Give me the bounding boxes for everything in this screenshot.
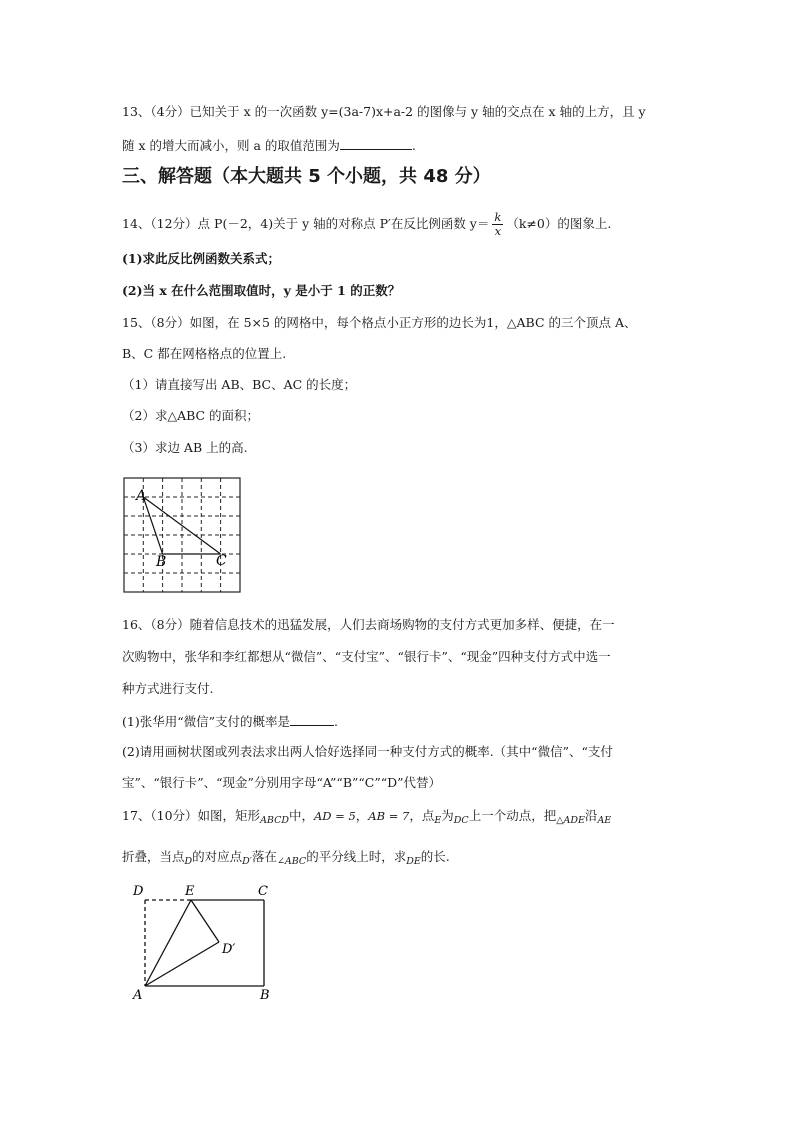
q17-text-7: 沿 <box>584 808 598 823</box>
q14-line1 <box>122 211 611 238</box>
q17-text-3: ， <box>355 808 369 823</box>
label-d-prime: D′ <box>222 942 236 957</box>
fold-line-ae <box>145 900 191 986</box>
q16-line1: 16、（8分）随着信息技术的迅猛发展，人们去商场购物的支付方式更加多样、便捷，在一 <box>122 617 615 632</box>
q17-math-de: DE <box>406 856 421 867</box>
q17-line1 <box>122 807 611 827</box>
q17-math-ad: AD = 5 <box>313 809 356 823</box>
q13-line2-period: . <box>411 138 416 153</box>
q17-text-2: 中， <box>288 808 314 823</box>
q14-frac-den: x <box>494 224 502 238</box>
q17-rectangle-figure <box>125 878 285 1008</box>
q15-part3: （3）求边 AB 上的高. <box>122 440 248 455</box>
q13-line1: 13、（4分）已知关于 x 的一次函数 y=(3a-7)x+a-2 的图像与 y 轴的交点在 x 轴的上方，且 y <box>122 104 646 119</box>
q16-line2: 次购物中，张华和李红都想从“微信”、“支付宝”、“银行卡”、“现金”四种支付方式中选一 <box>122 649 611 664</box>
q15-part2: （2）求△ABC 的面积； <box>122 408 260 423</box>
q16-answer-blank <box>290 711 334 726</box>
q17-text-10: 落在 <box>251 849 277 864</box>
label-a: A <box>133 988 143 1003</box>
label-c: C <box>216 553 227 569</box>
q17-math-dc: DC <box>453 815 469 826</box>
q15-part1: （1）请直接写出 AB、BC、AC 的长度； <box>122 377 357 392</box>
q17-text-5: 为 <box>441 808 454 823</box>
q17-text-8: 折叠，当点 <box>122 849 185 864</box>
q17-math-d: D <box>184 856 193 867</box>
q14-fraction <box>492 211 503 238</box>
label-d: D <box>133 884 144 899</box>
label-c: C <box>258 884 268 899</box>
label-b: B <box>156 554 167 570</box>
segment-ed-prime <box>191 900 219 942</box>
label-e: E <box>185 884 195 899</box>
q14-line1-text: 14、（12分）点 P(－2，4)关于 y 轴的对称点 P′在反比例函数 y＝ <box>122 216 490 231</box>
q17-math-ab: AB = 7 <box>368 809 410 823</box>
q16-part2-line1: (2)请用画树状图或列表法求出两人恰好选择同一种支付方式的概率.（其中“微信”、“支付 <box>122 744 613 759</box>
q17-math-e: E <box>434 815 442 826</box>
q13-line2-text: 随 x 的增大而减小，则 a 的取值范围为 <box>122 138 340 153</box>
q17-text-12: 的长. <box>420 849 450 864</box>
q14-part1: (1)求此反比例函数关系式； <box>122 251 281 266</box>
section3-title: 三、解答题（本大题共 5 个小题，共 48 分） <box>122 166 491 187</box>
triangle-abc <box>143 497 220 554</box>
q16-line3: 种方式进行支付. <box>122 681 214 696</box>
q17-text-9: 的对应点 <box>192 849 243 864</box>
q17-text-11: 的平分线上时，求 <box>306 849 407 864</box>
q15-line2: B、C 都在网格格点的位置上. <box>122 346 287 361</box>
label-b: B <box>260 988 270 1003</box>
q17-text-1: 17、（10分）如图，矩形 <box>122 808 261 823</box>
q17-line2 <box>122 848 450 868</box>
q17-math-ae: AE <box>597 815 612 826</box>
q17-math-ade: △ADE <box>556 815 585 826</box>
q13-answer-blank <box>340 135 412 150</box>
q14-line1-tail: （k≠0）的图象上. <box>506 216 612 231</box>
q16-part1 <box>122 711 338 731</box>
q15-grid-figure <box>118 472 248 600</box>
q17-text-4: ，点 <box>409 808 435 823</box>
label-a: A <box>136 488 147 504</box>
q13-line2 <box>122 135 416 155</box>
q16-part1-text: (1)张华用“微信”支付的概率是 <box>122 714 290 729</box>
q14-part2: (2)当 x 在什么范围取值时，y 是小于 1 的正数？ <box>122 283 401 298</box>
q16-part2-line2: 宝”、“银行卡”、“现金”分别用字母“A”“B”“C”“D”代替） <box>122 775 442 790</box>
q15-line1: 15、（8分）如图，在 5×5 的网格中，每个格点小正方形的边长为1，△ABC 的三个顶点 A、 <box>122 315 637 330</box>
q16-part1-period: . <box>334 714 338 729</box>
q17-text-6: 上一个动点，把 <box>468 808 557 823</box>
q14-frac-num: k <box>494 210 502 224</box>
q17-math-angle-abc: ∠ABC <box>276 856 307 867</box>
q17-math-dprime: D′ <box>242 856 252 867</box>
q17-math-abcd: ABCD <box>260 815 289 826</box>
